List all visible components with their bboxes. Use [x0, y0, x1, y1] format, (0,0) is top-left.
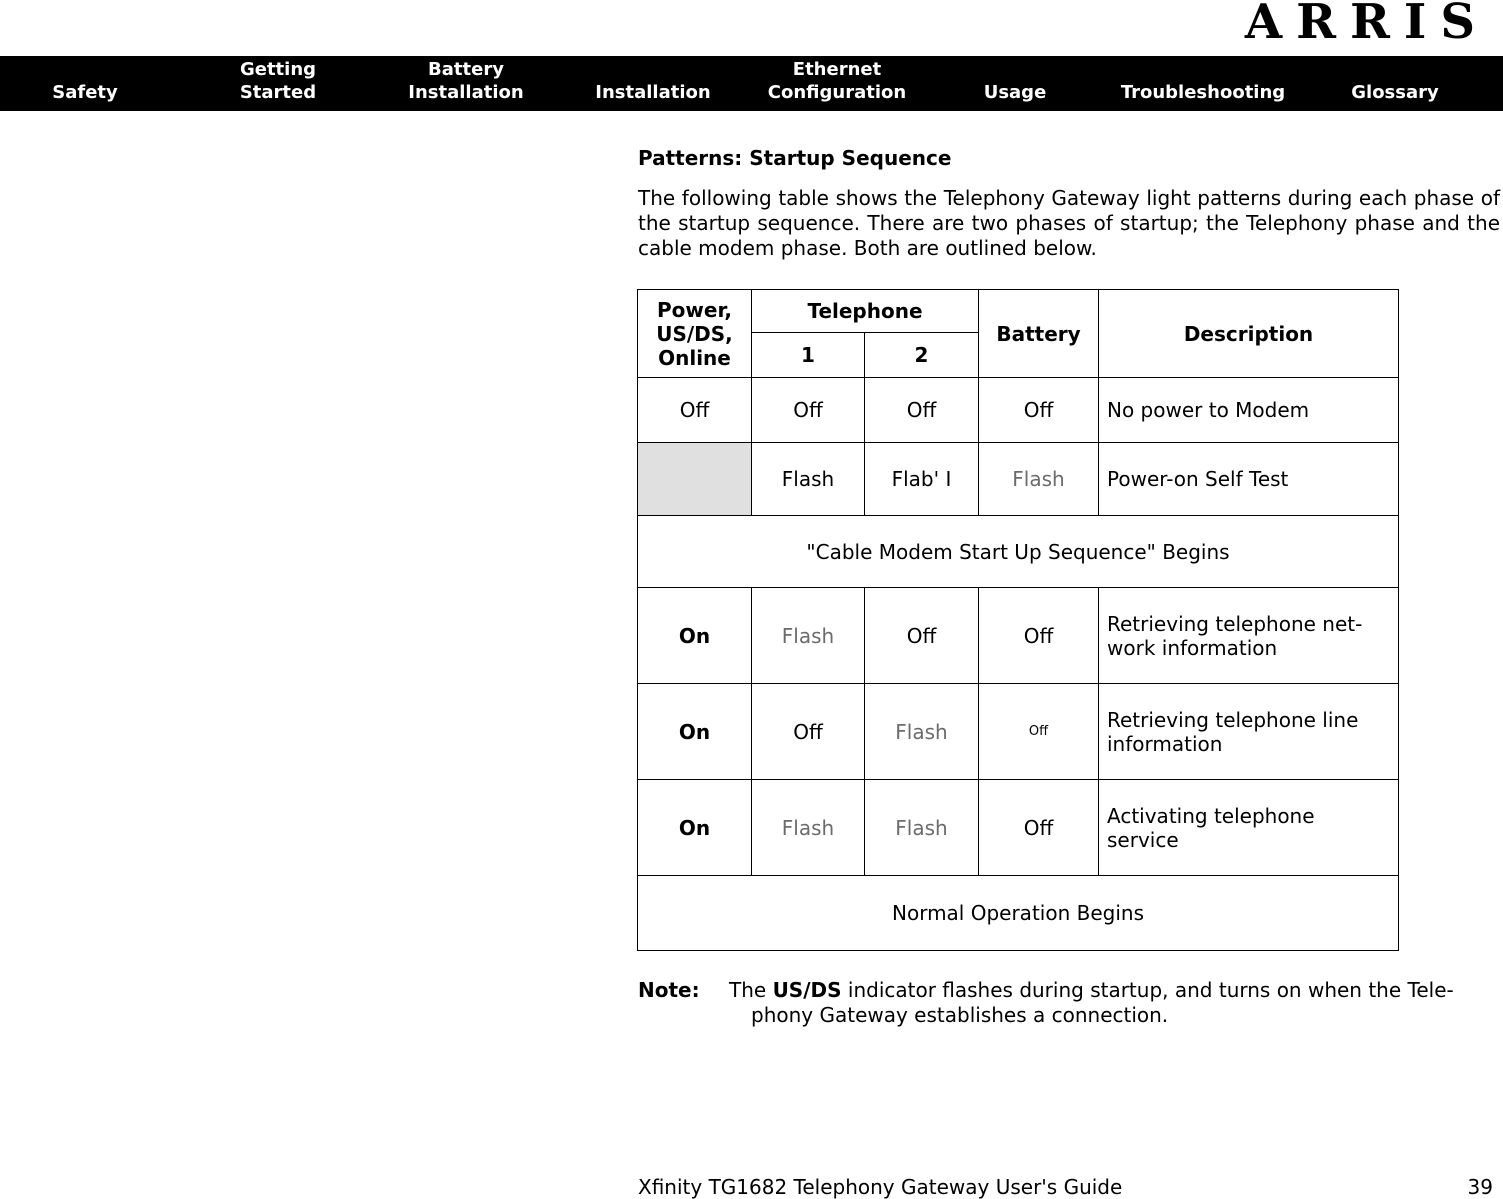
- table-row-span: [638, 516, 1399, 588]
- cell-battery: Off: [979, 780, 1099, 876]
- footer-guide-title: Xfinity TG1682 Telephony Gateway User's Guide: [638, 1175, 1123, 1199]
- header-power-line3: Online: [658, 345, 731, 370]
- nav-ethernet-configuration[interactable]: [754, 56, 920, 111]
- cell-description-line1: No power to Modem: [1107, 398, 1310, 422]
- table-row: [638, 443, 1399, 516]
- cell-telephone-1: Flash: [752, 443, 865, 516]
- nav-battery-installation[interactable]: [391, 56, 541, 111]
- cell-description: [1099, 780, 1399, 876]
- header-power-line1: Power,: [657, 297, 732, 322]
- nav-getting-started[interactable]: [208, 56, 348, 111]
- cell-telephone-2: Flash: [865, 780, 979, 876]
- arris-logo: ARRIS: [1244, 0, 1489, 50]
- cell-description: [1099, 378, 1399, 443]
- nav-battery-installation-line1: Battery: [428, 59, 504, 80]
- cell-power: Off: [638, 378, 752, 443]
- note-text: [729, 978, 1503, 1028]
- header-telephone: Telephone: [752, 290, 979, 333]
- header-power: [638, 290, 752, 378]
- cell-telephone-1: Off: [752, 684, 865, 780]
- table-row: [638, 780, 1399, 876]
- cell-description-line1: Retrieving telephone line: [1107, 707, 1359, 732]
- cell-telephone-2: Flab' I: [865, 443, 979, 516]
- cell-description: [1099, 443, 1399, 516]
- nav-troubleshooting[interactable]: [1108, 56, 1298, 111]
- note-line1: [729, 978, 1503, 1003]
- note-label: Note:: [638, 978, 700, 1002]
- page-number: 39: [1467, 1175, 1493, 1199]
- nav-installation[interactable]: [578, 56, 728, 111]
- nav-glossary-label: Glossary: [1351, 82, 1439, 103]
- note-post: indicator flashes during startup, and turns on when the Tele-: [841, 978, 1454, 1002]
- nav-battery-installation-line2: Installation: [408, 82, 524, 103]
- cell-telephone-1: Off: [752, 378, 865, 443]
- cell-description: [1099, 588, 1399, 684]
- top-navigation-bar: [0, 56, 1503, 111]
- nav-usage[interactable]: [960, 56, 1070, 111]
- intro-paragraph: The following table shows the Telephony Gateway light patterns during each phase of the startup sequence. There are two phases of startup; the Telephony phase and the cable modem phase. Both are outlined below.: [638, 186, 1500, 260]
- cell-power: On: [638, 780, 752, 876]
- nav-ethernet-configuration-line1: Ethernet: [792, 59, 882, 80]
- nav-glossary[interactable]: [1340, 56, 1450, 111]
- header-telephone-2: 2: [865, 333, 979, 378]
- cell-battery: Off: [979, 378, 1099, 443]
- header-power-line2: US/DS,: [656, 321, 733, 346]
- header-description: Description: [1099, 290, 1399, 378]
- header-telephone-1: 1: [752, 333, 865, 378]
- table-header-row: [638, 290, 1399, 333]
- note-us-ds-bold: US/DS: [772, 978, 842, 1002]
- cell-description-line1: Retrieving telephone net-: [1107, 611, 1363, 636]
- cell-description-line2: information: [1107, 731, 1223, 756]
- table-row: [638, 378, 1399, 443]
- cell-description-line1: Power-on Self Test: [1107, 467, 1289, 491]
- table-row: [638, 684, 1399, 780]
- note-pre: The: [729, 978, 773, 1002]
- cell-phase-banner: "Cable Modem Start Up Sequence" Begins: [638, 516, 1399, 588]
- nav-safety-label: Safety: [52, 82, 118, 103]
- section-title: Patterns: Startup Sequence: [638, 146, 952, 170]
- cell-telephone-2: Flash: [865, 684, 979, 780]
- cell-description-line2: work information: [1107, 635, 1278, 660]
- cell-telephone-2: Off: [865, 588, 979, 684]
- header-battery: Battery: [979, 290, 1099, 378]
- cell-battery: Off: [979, 684, 1099, 780]
- cell-telephone-1: Flash: [752, 588, 865, 684]
- cell-battery: Flash: [979, 443, 1099, 516]
- cell-description: [1099, 684, 1399, 780]
- cell-description-line2: service: [1107, 827, 1179, 852]
- nav-ethernet-configuration-line2: Configuration: [767, 82, 907, 103]
- table-row: [638, 588, 1399, 684]
- cell-battery: Off: [979, 588, 1099, 684]
- cell-power: On: [638, 684, 752, 780]
- nav-usage-label: Usage: [983, 82, 1047, 103]
- nav-safety[interactable]: [20, 56, 150, 111]
- nav-installation-label: Installation: [595, 82, 711, 103]
- cell-telephone-1: Flash: [752, 780, 865, 876]
- cell-power-shaded: [638, 443, 752, 516]
- cell-phase-banner: Normal Operation Begins: [638, 876, 1399, 951]
- nav-troubleshooting-label: Troubleshooting: [1120, 82, 1286, 103]
- note-line2: phony Gateway establishes a connection.: [751, 1003, 1169, 1027]
- startup-sequence-table: [637, 289, 1399, 951]
- table-row-span: [638, 876, 1399, 951]
- cell-power: On: [638, 588, 752, 684]
- cell-telephone-2: Off: [865, 378, 979, 443]
- nav-getting-started-line2: Started: [239, 82, 317, 103]
- nav-getting-started-line1: Getting: [239, 59, 317, 80]
- cell-description-line1: Activating telephone: [1107, 803, 1315, 828]
